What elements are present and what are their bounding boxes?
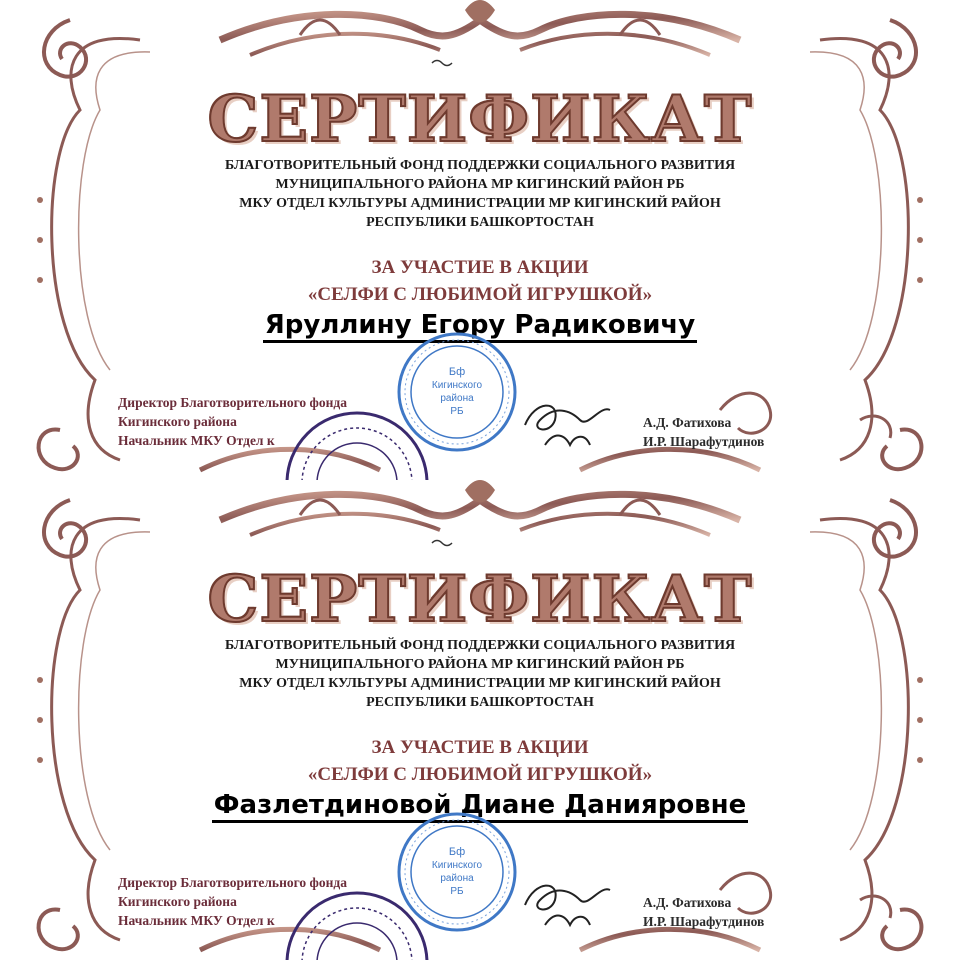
small-mark-icon bbox=[430, 57, 454, 67]
org-line: МКУ ОТДЕЛ КУЛЬТУРЫ АДМИНИСТРАЦИИ МР КИГИНСКИЙ РАЙОН bbox=[239, 676, 721, 691]
recipient-name-text: Фазлетдиновой Диане Данияровне bbox=[212, 790, 748, 823]
org-line: РЕСПУБЛИКИ БАШКОРТОСТАН bbox=[366, 215, 594, 230]
signer-name: И.Р. Шарафутдинов bbox=[643, 914, 765, 929]
certificate-title: СЕРТИФИКАТ bbox=[207, 82, 753, 157]
signer-role: Директор Благотворительного фонда bbox=[118, 875, 347, 890]
certificate-title: СЕРТИФИКАТ bbox=[207, 562, 753, 637]
signer-role: Кигинского района bbox=[118, 894, 237, 909]
recipient-name-text: Яруллину Егору Радиковичу bbox=[263, 310, 697, 343]
signer-name: А.Д. Фатихова bbox=[643, 895, 732, 910]
signature-icon bbox=[515, 875, 625, 935]
signature-icon bbox=[515, 395, 625, 455]
org-line: БЛАГОТВОРИТЕЛЬНЫЙ ФОНД ПОДДЕРЖКИ СОЦИАЛЬНОГО РАЗВИТИЯ bbox=[224, 158, 736, 173]
organization-block bbox=[0, 636, 960, 712]
org-line: МУНИЦИПАЛЬНОГО РАЙОНА МР КИГИНСКИЙ РАЙОН РБ bbox=[275, 657, 685, 672]
signer-names bbox=[643, 413, 764, 451]
stamp-text: Бф bbox=[448, 846, 466, 858]
award-line: ЗА УЧАСТИЕ В АКЦИИ bbox=[371, 257, 589, 278]
org-line: РЕСПУБЛИКИ БАШКОРТОСТАН bbox=[366, 695, 594, 710]
blue-stamp-icon bbox=[395, 330, 520, 455]
award-line: «СЕЛФИ С ЛЮБИМОЙ ИГРУШКОЙ» bbox=[307, 284, 653, 305]
stamp-text: Кигинского bbox=[431, 380, 483, 391]
stamp-text: района bbox=[440, 393, 474, 404]
certificate-2 bbox=[0, 480, 960, 960]
stamp-text: Бф bbox=[448, 366, 466, 378]
signer-roles bbox=[118, 393, 347, 450]
stamp-text: Кигинского bbox=[431, 860, 483, 871]
signer-name: А.Д. Фатихова bbox=[643, 415, 732, 430]
award-line: ЗА УЧАСТИЕ В АКЦИИ bbox=[371, 737, 589, 758]
signer-role: Кигинского района bbox=[118, 414, 237, 429]
stamp-text: РБ bbox=[450, 886, 464, 897]
signer-name: И.Р. Шарафутдинов bbox=[643, 434, 765, 449]
organization-block bbox=[0, 156, 960, 232]
signer-role: Начальник МКУ Отдел к bbox=[118, 913, 275, 928]
award-block bbox=[0, 254, 960, 308]
org-line: БЛАГОТВОРИТЕЛЬНЫЙ ФОНД ПОДДЕРЖКИ СОЦИАЛЬНОГО РАЗВИТИЯ bbox=[224, 638, 736, 653]
org-line: МУНИЦИПАЛЬНОГО РАЙОНА МР КИГИНСКИЙ РАЙОН РБ bbox=[275, 177, 685, 192]
signer-names bbox=[643, 893, 764, 931]
small-mark-icon bbox=[430, 537, 454, 547]
signer-roles bbox=[118, 873, 347, 930]
award-block bbox=[0, 734, 960, 788]
stamp-text: РБ bbox=[450, 406, 464, 417]
stamp-text: района bbox=[440, 873, 474, 884]
blue-stamp-icon bbox=[395, 810, 520, 935]
award-line: «СЕЛФИ С ЛЮБИМОЙ ИГРУШКОЙ» bbox=[307, 764, 653, 785]
signer-role: Директор Благотворительного фонда bbox=[118, 395, 347, 410]
org-line: МКУ ОТДЕЛ КУЛЬТУРЫ АДМИНИСТРАЦИИ МР КИГИНСКИЙ РАЙОН bbox=[239, 196, 721, 211]
signer-role: Начальник МКУ Отдел к bbox=[118, 433, 275, 448]
